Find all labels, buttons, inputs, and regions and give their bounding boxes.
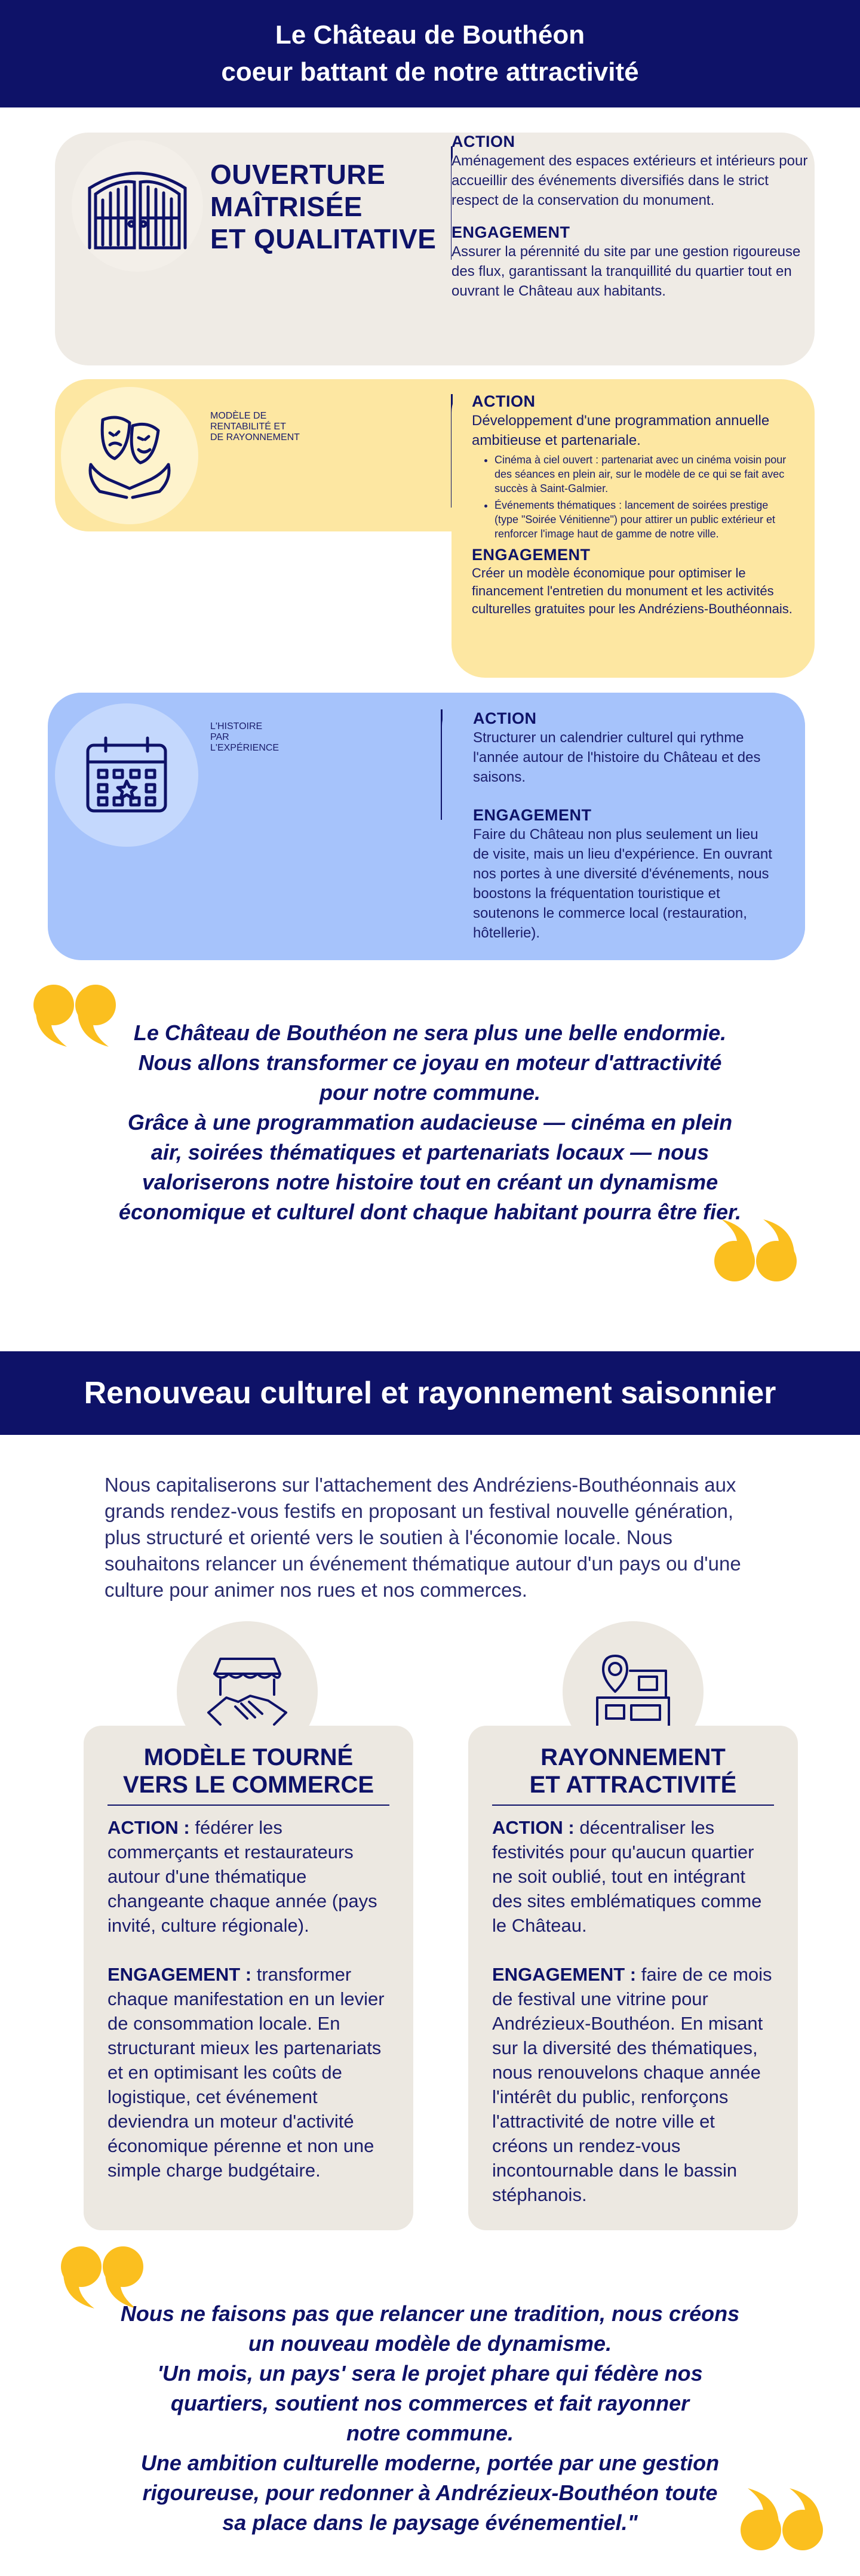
bullet-item: • Cinéma à ciel ouvert : partenariat avec un cinéma voisin pour des séances en plein air, sur le modèle de ce qui se fait avec succès à Saint-Galmier. [494, 453, 794, 496]
close-quote-icon [710, 1218, 799, 1284]
engagement-label: ENGAGEMENT [473, 806, 592, 824]
engagement-text: Créer un modèle économique pour optimiser le financement l'entretien du monument et les activités culturelles gratuites pour les Andréziens-Bouthéonnais. [472, 565, 793, 616]
bullet-item: • Événements thématiques : lancement de soirées prestige (type "Soirée Vénitienne") pour attirer un public extérieur et renforcer l'image haut de gamme de notre ville. [494, 498, 794, 541]
header-title-line1: Le Château de Bouthéon [275, 20, 585, 50]
card-title: RAYONNEMENT ET ATTRACTIVITÉ [492, 1744, 774, 1806]
card-engagement: ENGAGEMENT : faire de ce mois de festival une vitrine pour Andrézieux-Bouthéon. En misant sur la diversité des thématiques, nous renouvelons chaque année l'intérêt du public, renforçons l'attractivité de notre ville et créons un rendez-vous incontournable dans le bassin stéphanois. [492, 1964, 772, 2205]
theatre-masks-hand-icon [61, 387, 198, 524]
header-title-line2: coeur battant de notre attractivité [221, 57, 639, 87]
castle-gate-icon [72, 140, 203, 272]
pillar-panel [452, 133, 815, 365]
intro-paragraph: Nous capitaliserons sur l'attachement des Andréziens-Bouthéonnais aux grands rendez-vous festifs en proposant un festival nouvelle génération, plus structuré et orienté vers le soutien à l'économie locale. Nous souhaitons relancer un événement thématique autour d'un pays ou d'une culture pour animer nos rues et nos commerces. [105, 1474, 741, 1601]
action-text: Développement d'une programmation annuelle ambitieuse et partenariale. [472, 413, 770, 448]
action-text: Aménagement des espaces extérieurs et intérieurs pour accueillir des événements diversifiés dans le strict respect de la conservation du monument. [452, 153, 808, 208]
pillar-title: L'HISTOIRE PAR L'EXPÉRIENCE [210, 721, 280, 753]
card-action: ACTION : décentraliser les festivités pour qu'aucun quartier ne soit oublié, tout en intégrant des sites emblématiques comme le Château. [492, 1817, 762, 1936]
engagement-label: ENGAGEMENT [452, 223, 570, 241]
engagement-text: Assurer la pérennité du site par une gestion rigoureuse des flux, garantissant la tranquillité du quartier tout en ouvrant le Château aux habitants. [452, 244, 801, 299]
card-action: ACTION : fédérer les commerçants et restaurateurs autour d'une thématique changeante chaque année (pays invité, culture régionale). [108, 1817, 377, 1936]
quote-1: Le Château de Bouthéon ne sera plus une belle endormie. Nous allons transformer ce joyau en moteur d'attractivité pour notre commune. Grâce à une programmation audacieuse — cinéma en plein air, soirées thématiques et partenariats locaux — nous valoriserons notre histoire tout en créant un dynamisme économique et culturel dont chaque habitant pourra être fier. [118, 1020, 742, 1224]
action-bullets [494, 453, 794, 541]
pillar-title: MODÈLE DE RENTABILITÉ ET DE RAYONNEMENT [210, 411, 300, 442]
action-text: Structurer un calendrier culturel qui rythme l'année autour de l'histoire du Château et des saisons. [473, 730, 761, 785]
action-label: ACTION [452, 133, 515, 150]
card-commerce [84, 1726, 413, 2230]
action-label: ACTION [473, 709, 537, 727]
section-title-banner: Renouveau culturel et rayonnement saisonnier [0, 1351, 860, 1435]
engagement-label: ENGAGEMENT [472, 546, 591, 564]
card-engagement: ENGAGEMENT : transformer chaque manifestation en un levier de consommation locale. En structurant mieux les partenariats et en optimisant les coûts de logistique, cet événement deviendra un moteur d'activité économique pérenne et non une simple charge budgétaire. [108, 1964, 385, 2181]
pillar-panel [452, 379, 815, 678]
close-quote-icon [736, 2487, 825, 2553]
engagement-text: Faire du Château non plus seulement un lieu de visite, mais un lieu d'expérience. En ouvrant nos portes à une diversité d'événements, nous boostons la fréquentation touristique et soutenons le commerce local (restauration, hôtellerie). [473, 826, 772, 941]
calendar-icon [55, 703, 198, 847]
pillar-title: OUVERTURE MAÎTRISÉE ET QUALITATIVE [210, 159, 437, 254]
action-label: ACTION [472, 392, 536, 410]
card-rayonnement [468, 1726, 798, 2230]
header-banner [0, 0, 860, 107]
quote-2: Nous ne faisons pas que relancer une tradition, nous créons un nouveau modèle de dynamisme. 'Un mois, un pays' sera le projet phare qui fédère nos quartiers, soutient nos commerces et fait rayonner notre commune. Une ambition culturelle moderne, portée par une gestion rigoureuse, pour redonner à Andrézieux-Bouthéon toute sa place dans le paysage événementiel." [120, 2301, 740, 2535]
card-title: MODÈLE TOURNÉ VERS LE COMMERCE [108, 1744, 389, 1806]
pillar-panel [442, 693, 805, 960]
